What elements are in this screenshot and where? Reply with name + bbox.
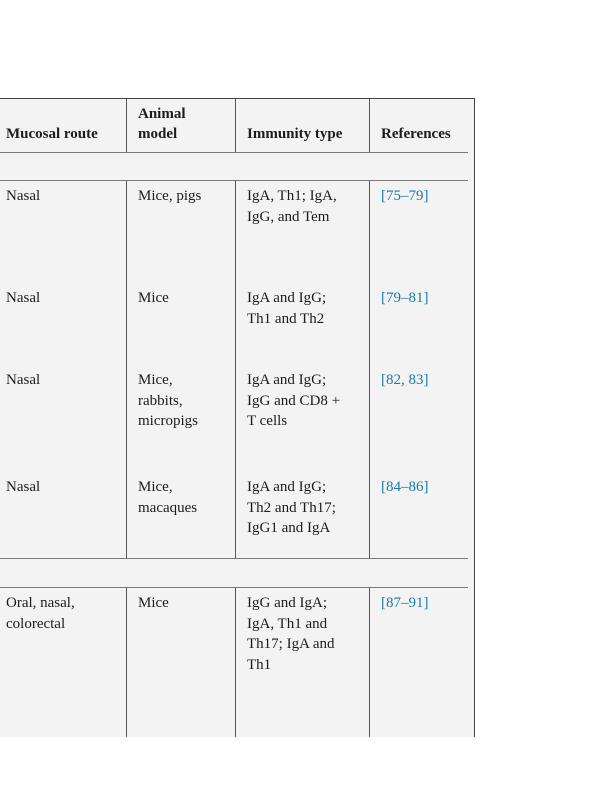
column-divider: [126, 99, 127, 737]
row4-animal: Mice, macaques: [138, 479, 198, 516]
header-immunity-type: Immunity type: [247, 126, 343, 142]
row1-route: Nasal: [6, 188, 41, 204]
row5-route: Oral, nasal, colorectal: [6, 595, 75, 632]
row5-reference-link[interactable]: [87–91]: [381, 595, 429, 611]
row2-immunity: IgA and IgG; Th1 and Th2: [247, 290, 327, 327]
section-band: [0, 559, 468, 587]
header-mucosal-route: Mucosal route: [6, 126, 98, 142]
row3-immunity: IgA and IgG; IgG and CD8 + T cells: [247, 372, 341, 429]
section-rule: [0, 587, 468, 588]
row2-route: Nasal: [6, 290, 41, 306]
row3-animal: Mice, rabbits, micropigs: [138, 372, 198, 429]
row2-animal: Mice: [138, 290, 169, 306]
row4-reference-link[interactable]: [84–86]: [381, 479, 429, 495]
section-rule: [0, 180, 468, 181]
row4-immunity: IgA and IgG; Th2 and Th17; IgG1 and IgA: [247, 479, 336, 536]
row1-immunity: IgA, Th1; IgA, IgG, and Tem: [247, 188, 337, 225]
row3-route: Nasal: [6, 372, 41, 388]
row5-immunity: IgG and IgA; IgA, Th1 and Th17; IgA and Th1: [247, 595, 335, 673]
column-divider: [369, 99, 370, 737]
row1-reference-link[interactable]: [75–79]: [381, 188, 429, 204]
row1-animal: Mice, pigs: [138, 188, 202, 204]
row2-reference-link[interactable]: [79–81]: [381, 290, 429, 306]
row3-reference-link[interactable]: [82, 83]: [381, 372, 429, 388]
row4-route: Nasal: [6, 479, 41, 495]
header-animal-model: Animal model: [138, 106, 186, 142]
header-references: References: [381, 126, 451, 142]
section-band: [0, 153, 468, 180]
vaccine-table: [0, 98, 475, 737]
column-divider: [235, 99, 236, 737]
row5-animal: Mice: [138, 595, 169, 611]
